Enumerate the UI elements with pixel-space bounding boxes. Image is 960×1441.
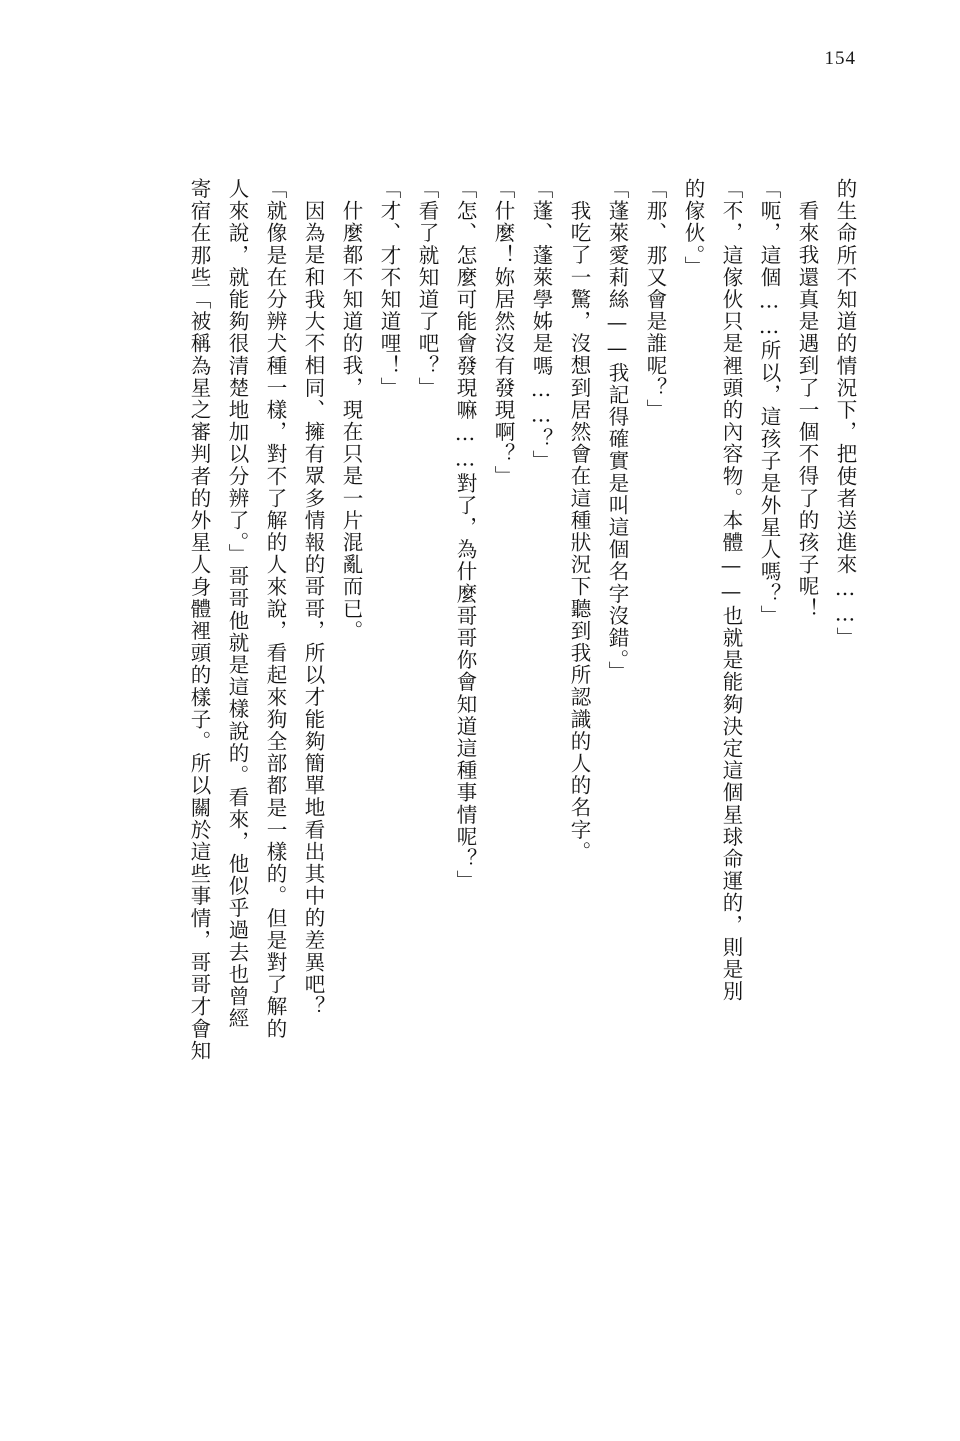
page-body-text xyxy=(120,178,864,1338)
text-column: 人來說，就能夠很清楚地加以分辨了。」哥哥他就是這樣說的。看來，他似乎過去也曾經 xyxy=(225,178,249,1030)
text-column: 的傢伙。」 xyxy=(681,178,705,279)
text-column: 「不，這傢伙只是裡頭的內容物。本體——也就是能夠決定這個星球命運的，則是別 xyxy=(719,178,743,1003)
text-column: 寄宿在那些「被稱為星之審判者的外星人身體裡頭的樣子。所以關於這些事情，哥哥才會知 xyxy=(187,178,211,1062)
text-column: 「那、那又會是誰呢？」 xyxy=(643,178,667,422)
text-column: 看來我還真是遇到了一個不得了的孩子呢！ xyxy=(795,200,819,620)
text-column: 「才、才不知道哩！」 xyxy=(377,178,401,399)
text-column: 「蓬萊愛莉絲——我記得確實是叫這個名字沒錯。」 xyxy=(605,178,629,684)
text-column: 我吃了一驚，沒想到居然會在這種狀況下聽到我所認識的人的名字。 xyxy=(567,200,591,863)
text-column: 的生命所不知道的情況下，把使者送進來……」 xyxy=(833,178,857,650)
text-column: 什麼都不知道的我，現在只是一片混亂而已。 xyxy=(339,200,363,642)
page-number: 154 xyxy=(824,48,856,69)
text-column: 「怎、怎麼可能會發現嘛……對了，為什麼哥哥你會知道這種事情呢？」 xyxy=(453,178,477,893)
text-column: 「呃，這個……所以，這孩子是外星人嗎？」 xyxy=(757,178,781,627)
text-column: 「蓬、蓬萊學姊是嗎……？」 xyxy=(529,178,553,473)
text-column: 「看了就知道了吧？」 xyxy=(415,178,439,399)
text-column: 「就像是在分辨犬種一樣，對不了解的人來說，看起來狗全部都是一樣的。但是對了解的 xyxy=(263,178,287,1040)
text-column: 因為是和我大不相同、擁有眾多情報的哥哥，所以才能夠簡單地看出其中的差異吧？ xyxy=(301,200,325,1018)
text-column: 「什麼！妳居然沒有發現啊？」 xyxy=(491,178,515,488)
